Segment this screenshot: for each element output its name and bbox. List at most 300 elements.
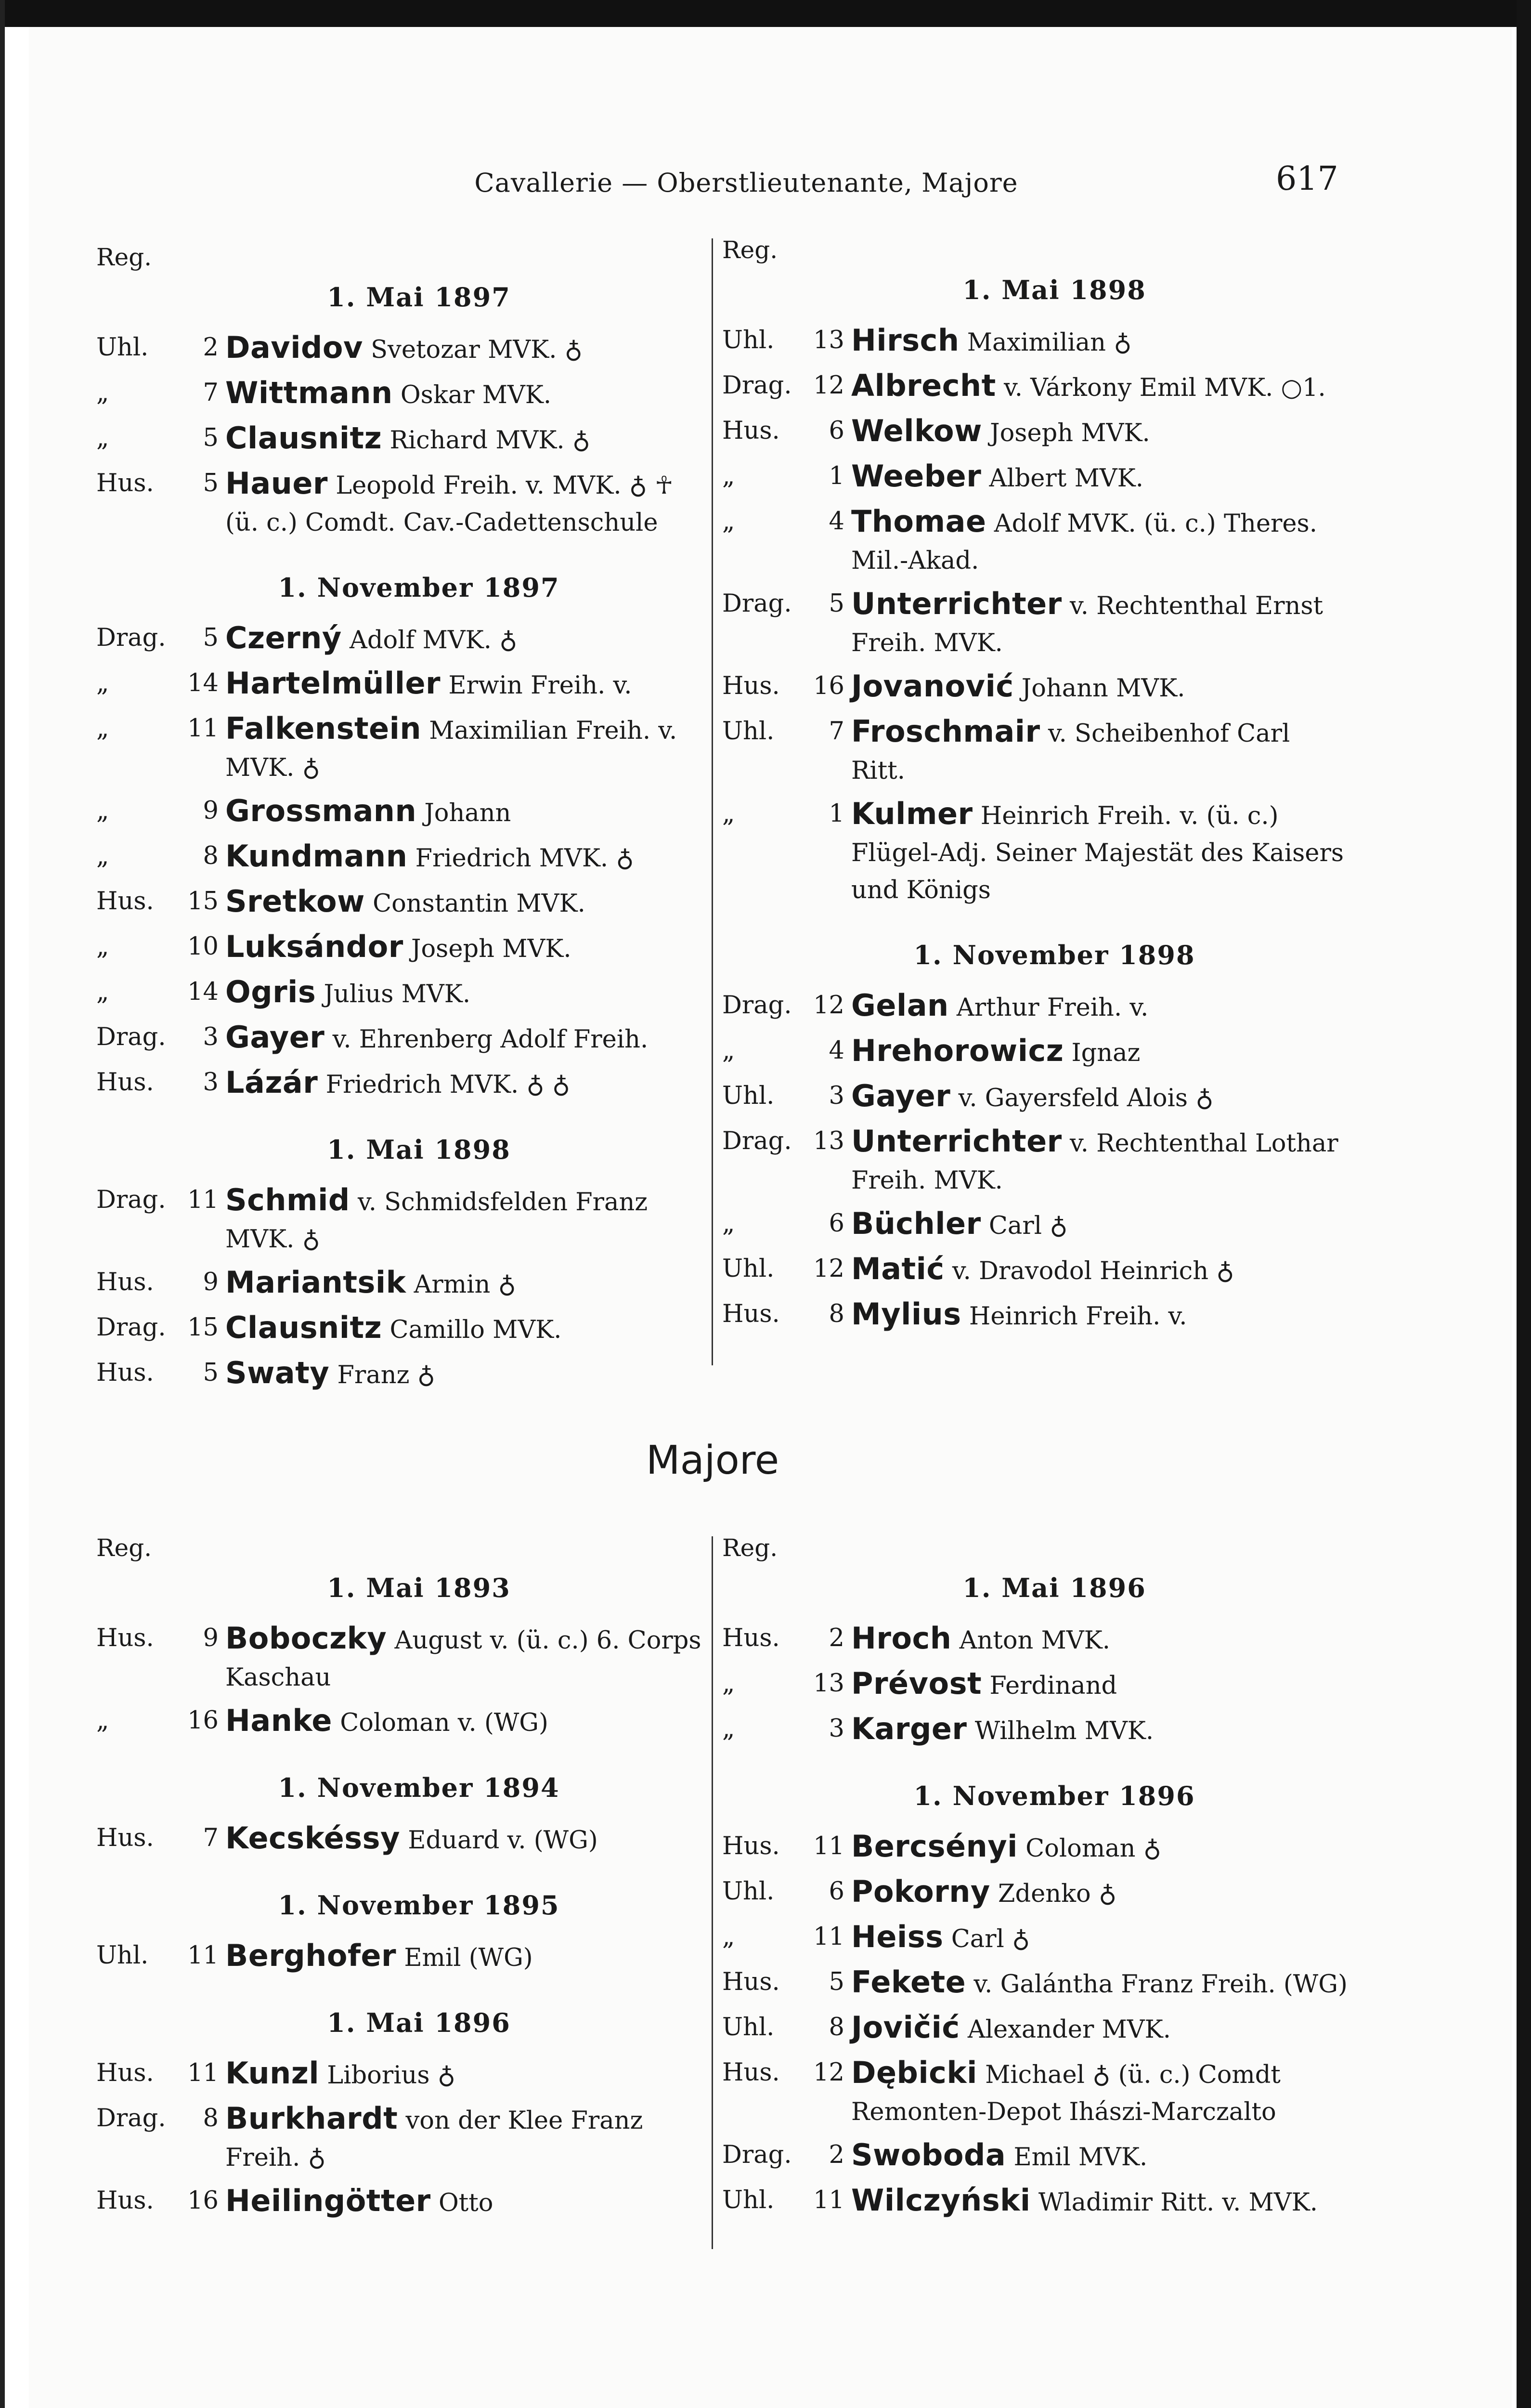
promotion-date-heading: 1. Mai 1898 (962, 275, 1146, 305)
officer-given-name-and-notes: v. Várkony Emil MVK. ○1. (1004, 374, 1326, 402)
regiment-number: 5 (203, 424, 219, 452)
regiment-type: Drag. (96, 1023, 166, 1051)
officer-entry (96, 1937, 703, 1976)
officer-given-name-and-notes: von der Klee Franz Freih. ♁ (225, 2107, 643, 2172)
regiment-type: Drag. (722, 589, 792, 618)
officer-details (851, 2009, 1348, 2048)
officer-given-name-and-notes: Heinrich Freih. v. (ü. c.) Flügel-Adj. Seiner Majestät des Kaisers und Königs (851, 802, 1344, 904)
officer-surname: Büchler (851, 1206, 981, 1241)
regiment-number: 6 (829, 417, 844, 445)
regiment-type: „ (96, 978, 109, 1006)
regiment-number: 16 (187, 2186, 219, 2215)
officer-details (851, 367, 1348, 406)
officer-surname: Unterrichter (851, 1124, 1062, 1159)
regiment-number: 11 (187, 1186, 219, 1214)
regiment-type: „ (722, 462, 735, 490)
officer-entry (96, 619, 703, 659)
officer-surname: Berghofer (225, 1938, 397, 1973)
officer-given-name-and-notes: Richard MVK. ♁ (389, 426, 591, 455)
officer-details (851, 322, 1348, 361)
regiment-type: Uhl. (722, 1082, 775, 1110)
officer-details (851, 1665, 1348, 1704)
officer-surname: Boboczky (225, 1621, 387, 1656)
officer-surname: Mylius (851, 1296, 961, 1332)
scan-border-right (1517, 0, 1531, 2408)
officer-surname: Heiss (851, 1919, 944, 1954)
regiment-number: 16 (187, 1706, 219, 1735)
regiment-type: „ (722, 799, 735, 828)
officer-entry (722, 503, 1348, 579)
regiment-type: Drag. (96, 1313, 166, 1342)
officer-surname: Fekete (851, 1964, 966, 2000)
regiment-number: 11 (813, 2186, 844, 2214)
officer-surname: Heilingötter (225, 2183, 431, 2218)
officer-entry (96, 1181, 703, 1258)
officer-entry (96, 883, 703, 922)
reg-column-label: Reg. (96, 1534, 152, 1562)
regiment-number: 11 (187, 2059, 219, 2087)
regiment-type: Drag. (722, 2141, 792, 2169)
officer-surname: Burkhardt (225, 2101, 398, 2136)
officer-given-name-and-notes: Julius MVK. (324, 980, 471, 1008)
officer-given-name-and-notes: Ignaz (1071, 1039, 1141, 1067)
officer-entry (722, 1710, 1348, 1750)
officer-entry (96, 465, 703, 541)
officer-surname: Gayer (851, 1078, 951, 1113)
officer-entry (96, 1702, 703, 1741)
regiment-type: „ (96, 932, 109, 961)
officer-surname: Ogris (225, 974, 316, 1009)
officer-details (225, 329, 703, 368)
officer-details (225, 2100, 703, 2176)
officer-surname: Hauer (225, 466, 328, 501)
officer-details (851, 713, 1348, 789)
reg-column-label: Reg. (96, 243, 152, 271)
officer-given-name-and-notes: August v. (ü. c.) 6. Corps Kaschau (225, 1626, 701, 1692)
officer-details (851, 1205, 1348, 1244)
officer-entry (96, 928, 703, 968)
officer-surname: Karger (851, 1711, 967, 1746)
officer-entry (722, 1620, 1348, 1659)
officer-entry (722, 1032, 1348, 1072)
officer-details (225, 710, 703, 786)
officer-entry (722, 713, 1348, 789)
majore-right-column (722, 1534, 1348, 2227)
officer-details (851, 667, 1348, 707)
regiment-type: Hus. (722, 417, 780, 445)
regiment-number: 2 (203, 333, 219, 362)
officer-entry (722, 1123, 1348, 1199)
reg-column-label: Reg. (722, 236, 778, 264)
regiment-number: 5 (203, 1359, 219, 1387)
officer-surname: Jovanović (851, 668, 1014, 704)
regiment-number: 1 (829, 799, 844, 828)
officer-given-name-and-notes: v. Rechtenthal Lothar Freih. MVK. (851, 1129, 1338, 1195)
majore-left-column (96, 1534, 703, 2227)
officer-given-name-and-notes: Johann MVK. (1021, 674, 1185, 703)
officer-given-name-and-notes: Eduard v. (WG) (408, 1826, 598, 1855)
regiment-number: 7 (829, 717, 844, 746)
officer-given-name-and-notes: Alexander MVK. (967, 2015, 1171, 2044)
regiment-number: 4 (829, 507, 844, 536)
officer-given-name-and-notes: Coloman ♁ (1025, 1834, 1161, 1863)
promotion-date-heading: 1. Mai 1896 (962, 1572, 1146, 1603)
officer-surname: Matić (851, 1251, 945, 1286)
officer-details (225, 2055, 703, 2094)
officer-entry (96, 1354, 703, 1394)
officer-details (851, 1620, 1348, 1659)
officer-given-name-and-notes: Camillo MVK. (389, 1316, 562, 1344)
officer-details (225, 1354, 703, 1394)
regiment-number: 9 (203, 1624, 219, 1652)
officer-entry (96, 2100, 703, 2176)
promotion-date-heading: 1. Mai 1893 (327, 1572, 511, 1603)
regiment-number: 9 (203, 797, 219, 825)
regiment-number: 3 (829, 1082, 844, 1110)
regiment-number: 5 (829, 589, 844, 618)
officer-given-name-and-notes: Michael ♁ (ü. c.) Comdt Remonten-Depot Ihászi-Marczalto (851, 2061, 1281, 2126)
officer-entry (96, 374, 703, 414)
officer-entry (722, 1828, 1348, 1867)
officer-given-name-and-notes: Friedrich MVK. ♁ (415, 844, 634, 873)
officer-details (851, 1077, 1348, 1117)
officer-surname: Wilczyński (851, 2183, 1031, 2218)
officer-details (851, 412, 1348, 452)
officer-given-name-and-notes: Otto (438, 2189, 493, 2217)
officer-surname: Davidov (225, 330, 363, 365)
regiment-type: „ (722, 1923, 735, 1951)
officer-entry (96, 1264, 703, 1303)
officer-details (225, 619, 703, 659)
officer-given-name-and-notes: Albert MVK. (989, 464, 1143, 493)
officer-surname: Hrehorowicz (851, 1033, 1064, 1068)
officer-details (225, 374, 703, 414)
regiment-number: 13 (813, 326, 844, 354)
regiment-number: 10 (187, 932, 219, 961)
regiment-type: „ (96, 1706, 109, 1735)
regiment-number: 8 (203, 842, 219, 870)
officer-given-name-and-notes: Johann (424, 799, 511, 827)
officer-surname: Swaty (225, 1355, 330, 1390)
oberstlieutenante-left-column (96, 243, 703, 1400)
regiment-type: Uhl. (722, 326, 775, 354)
officer-details (851, 1710, 1348, 1750)
officer-given-name-and-notes: Oskar MVK. (400, 381, 552, 409)
officer-details (851, 987, 1348, 1026)
officer-entry (96, 2055, 703, 2094)
regiment-type: „ (96, 797, 109, 825)
officer-given-name-and-notes: Anton MVK. (959, 1626, 1110, 1655)
officer-entry (96, 419, 703, 459)
officer-entry (96, 792, 703, 832)
officer-entry (722, 585, 1348, 662)
regiment-type: Uhl. (722, 2186, 775, 2214)
officer-surname: Weeber (851, 458, 982, 494)
officer-details (851, 1032, 1348, 1072)
promotion-date-heading: 1. Mai 1896 (327, 2007, 511, 2038)
officer-given-name-and-notes: v. Schmidsfelden Franz MVK. ♁ (225, 1188, 648, 1254)
promotion-date-heading: 1. Mai 1898 (327, 1134, 511, 1165)
officer-details (851, 1873, 1348, 1912)
officer-surname: Froschmair (851, 714, 1040, 749)
regiment-number: 8 (829, 1300, 844, 1328)
officer-details (851, 2182, 1348, 2221)
officer-entry (722, 458, 1348, 497)
promotion-date-heading: 1. Mai 1897 (327, 282, 511, 313)
oberstlieutenante-right-column (722, 236, 1348, 1341)
officer-entry (96, 838, 703, 877)
officer-entry (96, 973, 703, 1013)
officer-details (851, 585, 1348, 662)
officer-details (851, 2136, 1348, 2176)
officer-entry (722, 367, 1348, 406)
officer-surname: Albrecht (851, 368, 996, 403)
officer-surname: Kecskéssy (225, 1820, 400, 1856)
running-title: Cavallerie — Oberstlieutenante, Majore (474, 168, 1018, 198)
officer-entry (96, 329, 703, 368)
officer-given-name-and-notes: Friedrich MVK. ♁ ♁ (325, 1071, 571, 1099)
officer-given-name-and-notes: Erwin Freih. v. (448, 671, 632, 700)
regiment-number: 5 (203, 469, 219, 497)
officer-given-name-and-notes: Svetozar MVK. ♁ (371, 336, 583, 364)
officer-given-name-and-notes: v. Dravodol Heinrich ♁ (952, 1257, 1234, 1285)
officer-details (225, 1019, 703, 1058)
regiment-number: 11 (813, 1832, 844, 1860)
officer-given-name-and-notes: v. Gayersfeld Alois ♁ (958, 1084, 1214, 1112)
regiment-number: 5 (829, 1968, 844, 1996)
officer-surname: Clausnitz (225, 420, 382, 456)
regiment-type: Hus. (722, 1624, 780, 1652)
column-divider (712, 1536, 713, 2249)
officer-entry (722, 322, 1348, 361)
regiment-type: Hus. (96, 1268, 154, 1296)
officer-details (851, 1123, 1348, 1199)
officer-details (225, 2182, 703, 2222)
officer-given-name-and-notes: Emil MVK. (1013, 2143, 1148, 2172)
officer-given-name-and-notes: Emil (WG) (404, 1944, 533, 1972)
officer-entry (722, 412, 1348, 452)
regiment-type: „ (722, 1714, 735, 1743)
officer-details (851, 503, 1348, 579)
regiment-type: Uhl. (722, 1255, 775, 1283)
promotion-date-heading: 1. November 1898 (913, 940, 1195, 970)
officer-details (225, 1620, 703, 1696)
officer-surname: Dębicki (851, 2055, 977, 2090)
regiment-type: Hus. (722, 672, 780, 700)
regiment-type: „ (96, 842, 109, 870)
regiment-number: 5 (203, 624, 219, 652)
officer-details (851, 1250, 1348, 1290)
officer-given-name-and-notes: Maximilian ♁ (967, 328, 1132, 357)
officer-surname: Hroch (851, 1621, 952, 1656)
regiment-number: 12 (813, 991, 844, 1020)
officer-entry (722, 1918, 1348, 1958)
regiment-number: 11 (187, 714, 219, 743)
officer-given-name-and-notes: Wladimir Ritt. v. MVK. (1038, 2188, 1318, 2217)
officer-given-name-and-notes: v. Scheibenhof Carl Ritt. (851, 720, 1290, 785)
page-number: 617 (1276, 160, 1338, 198)
officer-surname: Clausnitz (225, 1310, 382, 1345)
officer-given-name-and-notes: Maximilian Freih. v. MVK. ♁ (225, 717, 677, 782)
regiment-type: Hus. (96, 1359, 154, 1387)
regiment-type: Drag. (722, 371, 792, 400)
officer-surname: Prévost (851, 1666, 982, 1701)
officer-details (851, 1828, 1348, 1867)
officer-entry (722, 667, 1348, 707)
officer-entry (722, 987, 1348, 1026)
regiment-number: 14 (187, 669, 219, 697)
regiment-type: „ (96, 424, 109, 452)
officer-details (225, 792, 703, 832)
officer-surname: Swoboda (851, 2137, 1006, 2172)
regiment-number: 1 (829, 462, 844, 490)
officer-details (225, 973, 703, 1013)
officer-details (851, 795, 1348, 909)
officer-given-name-and-notes: Constantin MVK. (373, 890, 585, 918)
officer-details (851, 2054, 1348, 2131)
regiment-type: Hus. (96, 887, 154, 916)
officer-entry (96, 665, 703, 704)
regiment-number: 6 (829, 1209, 844, 1238)
officer-details (851, 1918, 1348, 1958)
scan-border-left (0, 0, 5, 2408)
regiment-number: 4 (829, 1036, 844, 1065)
officer-entry (722, 1873, 1348, 1912)
officer-given-name-and-notes: Wilhelm MVK. (974, 1717, 1154, 1745)
officer-entry (722, 2182, 1348, 2221)
officer-details (225, 883, 703, 922)
officer-given-name-and-notes: Adolf MVK. (ü. c.) Theres. Mil.-Akad. (851, 510, 1317, 575)
officer-entry (722, 1250, 1348, 1290)
regiment-type: Uhl. (722, 2013, 775, 2042)
regiment-type: Uhl. (96, 333, 149, 362)
officer-surname: Kulmer (851, 796, 973, 831)
regiment-type: Hus. (96, 2059, 154, 2087)
officer-details (225, 1819, 703, 1859)
regiment-type: „ (722, 507, 735, 536)
officer-details (225, 1264, 703, 1303)
officer-given-name-and-notes: Armin ♁ (414, 1270, 516, 1299)
regiment-type: „ (722, 1209, 735, 1238)
officer-entry (96, 1819, 703, 1859)
officer-surname: Kunzl (225, 2055, 320, 2091)
officer-surname: Thomae (851, 504, 986, 539)
regiment-number: 8 (829, 2013, 844, 2042)
officer-details (225, 1181, 703, 1258)
regiment-type: „ (722, 1669, 735, 1698)
regiment-type: Drag. (96, 2104, 166, 2133)
promotion-date-heading: 1. November 1894 (278, 1772, 560, 1803)
officer-entry (722, 2009, 1348, 2048)
officer-surname: Gayer (225, 1020, 325, 1055)
officer-entry (722, 2054, 1348, 2131)
regiment-number: 7 (203, 1824, 219, 1852)
officer-given-name-and-notes: Ferdinand (989, 1672, 1117, 1700)
officer-surname: Hanke (225, 1703, 332, 1738)
regiment-type: Uhl. (96, 1941, 149, 1970)
officer-surname: Pokorny (851, 1874, 990, 1909)
regiment-type: Drag. (96, 624, 166, 652)
officer-surname: Welkow (851, 413, 982, 448)
regiment-number: 15 (187, 887, 219, 916)
regiment-type: Drag. (96, 1186, 166, 1214)
officer-given-name-and-notes: Adolf MVK. ♁ (350, 626, 518, 654)
officer-given-name-and-notes: v. Rechtenthal Ernst Freih. MVK. (851, 592, 1323, 657)
regiment-number: 3 (203, 1068, 219, 1097)
regiment-number: 11 (187, 1941, 219, 1970)
officer-given-name-and-notes: Leopold Freih. v. MVK. ♁ ☥ (ü. c.) Comdt. Cav.-Cadettenschule (225, 471, 674, 537)
regiment-type: Hus. (722, 2058, 780, 2087)
regiment-number: 12 (813, 1255, 844, 1283)
officer-entry (96, 2182, 703, 2222)
officer-details (225, 419, 703, 459)
officer-given-name-and-notes: Carl ♁ (988, 1212, 1068, 1240)
officer-given-name-and-notes: Arthur Freih. v. (956, 994, 1149, 1022)
officer-surname: Sretkow (225, 884, 365, 919)
officer-surname: Unterrichter (851, 586, 1062, 621)
officer-entry (96, 1019, 703, 1058)
regiment-type: „ (96, 379, 109, 407)
promotion-date-heading: 1. November 1895 (278, 1890, 560, 1921)
officer-details (225, 838, 703, 877)
officer-given-name-and-notes: Coloman v. (WG) (340, 1709, 548, 1737)
officer-details (225, 1064, 703, 1103)
section-title-majore: Majore (646, 1438, 779, 1483)
officer-details (225, 465, 703, 541)
regiment-number: 3 (203, 1023, 219, 1051)
regiment-type: Uhl. (722, 1877, 775, 1906)
regiment-type: Hus. (96, 1624, 154, 1652)
officer-surname: Grossmann (225, 793, 417, 828)
officer-given-name-and-notes: Heinrich Freih. v. (969, 1302, 1187, 1331)
officer-given-name-and-notes: Zdenko ♁ (998, 1880, 1117, 1908)
officer-surname: Wittmann (225, 375, 393, 410)
officer-entry (96, 1620, 703, 1696)
regiment-type: Uhl. (722, 717, 775, 746)
officer-surname: Mariantsik (225, 1265, 406, 1300)
regiment-type: Hus. (96, 1068, 154, 1097)
regiment-number: 15 (187, 1313, 219, 1342)
regiment-number: 12 (813, 2058, 844, 2087)
officer-given-name-and-notes: v. Ehrenberg Adolf Freih. (332, 1025, 649, 1054)
officer-given-name-and-notes: v. Galántha Franz Freih. (WG) (973, 1970, 1348, 1999)
regiment-type: „ (96, 669, 109, 697)
officer-given-name-and-notes: Joseph MVK. (411, 935, 571, 963)
regiment-number: 16 (813, 672, 844, 700)
officer-surname: Hartelmüller (225, 666, 441, 701)
officer-given-name-and-notes: Joseph MVK. (990, 419, 1150, 447)
officer-entry (722, 1963, 1348, 2003)
regiment-type: Hus. (722, 1832, 780, 1860)
officer-details (225, 928, 703, 968)
officer-surname: Falkenstein (225, 711, 422, 746)
regiment-number: 13 (813, 1669, 844, 1698)
regiment-type: „ (722, 1036, 735, 1065)
officer-entry (722, 1077, 1348, 1117)
officer-given-name-and-notes: Franz ♁ (337, 1361, 435, 1389)
promotion-date-heading: 1. November 1896 (913, 1780, 1195, 1811)
officer-entry (722, 2136, 1348, 2176)
officer-entry (96, 1309, 703, 1348)
regiment-type: Hus. (96, 2186, 154, 2215)
officer-details (225, 1937, 703, 1976)
regiment-number: 2 (829, 1624, 844, 1652)
officer-details (225, 1702, 703, 1741)
regiment-type: Drag. (722, 991, 792, 1020)
scan-border-top (0, 0, 1531, 27)
officer-given-name-and-notes: Carl ♁ (951, 1925, 1030, 1953)
officer-entry (722, 795, 1348, 909)
